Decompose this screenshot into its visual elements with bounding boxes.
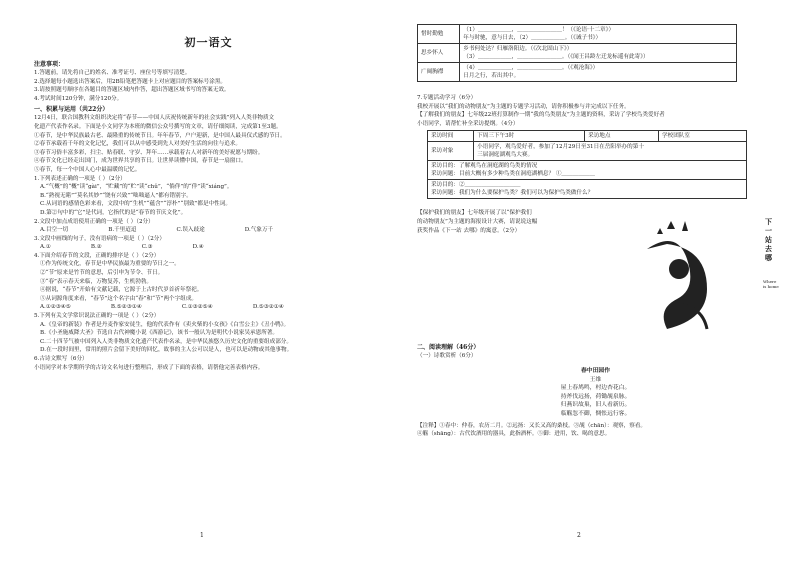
passage: [34, 114, 383, 174]
table-line[interactable]: （3）＿＿＿＿＿＿，＿＿＿＿＿＿＿＿。（《闻王昌龄左迁龙标遥有此寄》）: [463, 54, 649, 60]
poem-line: 临觞忽不御，惆怅远行客。: [560, 410, 631, 417]
task2-text-2: 的动物朋友”为主题的海报设计大赛，请说说这幅: [417, 218, 538, 225]
option[interactable]: B.《小圣施威降大圣》节选自古代神魔小说《西游记》，该书一般认为是明代小说家吴承恩所著。: [40, 330, 279, 337]
table-line[interactable]: 乡书何处达？归雁洛阳边。（《次北固山下》）: [463, 46, 573, 52]
option[interactable]: A.①: [40, 244, 51, 251]
page-right: [397, 0, 794, 561]
notice-heading: 注意事项：: [34, 61, 65, 68]
option[interactable]: B.⑤②③①④: [110, 304, 142, 311]
interview-place: 学校团队室: [659, 131, 747, 142]
question-3: 3.文段中画线的句子，没有语病的一项是（ ）（2分）: [34, 235, 165, 242]
q4-item: ⑤从词源角度来看，“春节”这个名字由“春”和“节”两个字组成。: [40, 295, 198, 302]
q7-heading: 7.专题活动学习（6分）: [417, 95, 477, 101]
question-1: 1.下列表述正确的一项是（ ）（2分）: [34, 175, 126, 182]
table-line[interactable]: （4）＿＿＿＿＿＿，＿＿＿＿＿＿＿＿。（《观沧海》）: [463, 65, 599, 71]
interview-object-label: 采访对象: [428, 142, 474, 161]
interview-time: 下周三下午3时: [474, 131, 585, 142]
poster-block: [417, 209, 779, 339]
task2-text-3: 获奖作品《下一站 去哪》的寓意。（2分）: [417, 227, 521, 234]
option[interactable]: C.①③②⑤④: [181, 304, 213, 311]
interview-table: [427, 130, 747, 199]
option[interactable]: A.目空一切: [40, 227, 69, 234]
poetry-table: [417, 24, 737, 82]
q4-item: ④据说，“春节”开始有文献记载，它源于上古时代岁首祈年祭祀。: [40, 287, 203, 294]
table-category: 广阔胸襟: [418, 63, 460, 82]
poem-note-2: ④觞（shāng）：古代饮酒用的器具，此指酒杯。⑤御：进用，饮、喝的意思。: [417, 431, 611, 438]
exam-title: 初一语文: [184, 36, 233, 49]
option[interactable]: A.“气概”的“概”读“gài”，“贮藏”的“贮”读“chǔ”，“倘佯”的“佯”读“xiáng”。: [40, 184, 233, 191]
option[interactable]: A.①②③④⑤: [40, 304, 71, 311]
option-row: [34, 226, 383, 235]
notice-item: 1.答题前，请先将自己的姓名、准考证号、座位号等填写清楚。: [34, 70, 191, 76]
section-1-heading: 一、积累与运用（共22分）: [34, 106, 109, 114]
passage-line: ④春节文化已经走出国门，成为世界共享的节日。让世界读懂中国，春节是一扇窗口。: [34, 158, 247, 165]
q4-item: ③“春”表示春天来临，万物复苏，生机勃勃。: [40, 278, 153, 285]
interview-purpose-2[interactable]: 采访目的：②＿＿＿＿＿＿＿＿＿＿: [431, 182, 521, 189]
table-line[interactable]: （1）＿＿＿＿＿＿，＿＿＿＿＿＿＿＿！（《论语·十二章》）: [463, 27, 615, 33]
option[interactable]: B.“熟视无睹”“莫名其妙”“饶有兴致”“咄咄逼人”都有错别字。: [40, 192, 192, 199]
option-row: [34, 243, 383, 252]
option[interactable]: D.气象万千: [244, 227, 274, 234]
q4-item: ①作为传统文化，春节是中华民族最为重要的节日之一。: [40, 261, 180, 268]
option[interactable]: D.在一段时间里，常用的照片会留下美好的回忆，故事的主人公可以是人，也可以是动物或其他事物。: [40, 347, 293, 354]
poem-line: 屋上春鸠鸣，村边杏花白。: [560, 385, 631, 392]
option[interactable]: B.千里迢迢: [108, 227, 137, 234]
interview-time-label: 采访时间: [428, 131, 474, 142]
poem-note: 【注释】①春中：仲春，农历二月。②远扬：又长又高的桑枝。③觇（chān）：观察，察看。: [417, 422, 647, 429]
table-line[interactable]: 年与时驰，意与日去，（2）＿＿＿＿＿＿。（《诫子书》）: [463, 35, 602, 41]
task1-text: 【了解我们的朋友】七年级22班打算制作一期“我的鸟类朋友”为主题的资料，采访了学校鸟类爱好者: [417, 112, 665, 119]
poem-lines: [417, 384, 774, 418]
poem-line: 归燕识故巢，旧人看新历。: [560, 402, 631, 409]
option[interactable]: C.误入歧途: [176, 227, 205, 234]
passage-line: ⑤春节，每一个中国人心中最温暖的记忆。: [34, 166, 141, 173]
interview-question-2: 采访问题：我们为什么要保护鸟类？我们可以为保护鸟类做什么？: [431, 190, 594, 197]
passage-line: 化遗产代表作名录。下面是小文同学为本班的微信公众号撰写的文章，请仔细阅读，完成第1至3题。: [34, 123, 282, 130]
poster-english: Where is home: [763, 279, 779, 290]
option[interactable]: D.④: [192, 244, 204, 251]
interview-question-1[interactable]: 采访问题：目前大概有多少种鸟类在洞庭湖栖息？ ①＿＿＿＿＿＿: [431, 171, 595, 178]
option-row: [34, 303, 383, 312]
table-category: 惜时勤勉: [418, 25, 460, 44]
option[interactable]: D.⑤③②①④: [252, 304, 284, 311]
option[interactable]: C.二十四节气被中国列入人类非物质文化遗产代表作名录，是中华民族悠久历史文化的重要组成部分。: [40, 338, 292, 345]
notice-list: [34, 69, 383, 103]
table-category: 思乡怀人: [418, 44, 460, 63]
interview-place-label: 采访地点: [585, 131, 659, 142]
task1-text-2: 小语同学，请帮忙补全采访提纲。（4分）: [417, 120, 519, 127]
q7-intro: 我校开展以“我们的动物朋友”为主题的专题学习活动，请你积极参与并完成以下任务。: [417, 103, 630, 110]
question-6-text: 小语同学对本学期所学的古诗文名句进行整理后，形成了下面的表格，请帮他完善表格内容。: [34, 364, 264, 371]
q4-item: ②“节”原来是竹节的意思，后引申为节令、节日。: [40, 270, 164, 277]
question-4: 4.下面介绍春节的文段，正确的排序是（ ）（2分）: [34, 252, 160, 259]
notice-item: 2.选择题每小题选出答案后，用2B铅笔把答题卡上对应题目的答案标号涂黑。: [34, 78, 227, 85]
option[interactable]: D.第②句中的“它”是代词，它指代的是“春节的节庆文化”。: [40, 209, 187, 216]
poster-image: [627, 209, 787, 339]
question-5: 5.下列有关文学常识说法正确的一项是（ ）（2分）: [34, 313, 160, 320]
option[interactable]: A.《皇帝的新装》作者是丹麦作家安徒生，他的代表作有《卖火柴的小女孩》《白雪公主》《丑小鸭》。: [40, 321, 290, 328]
passage-line: 12月4日，联合国教科文组织决定将“春节——中国人庆祝传统新年的社会实践”列入人类非物质文: [34, 115, 275, 122]
interview-object: 小语同学，观鸟爱好者，参加了12月29日至31日在岳阳举办的第十: [477, 144, 644, 151]
poem-title: 春中田园作: [581, 367, 610, 374]
section-2-heading: 二、阅读理解（46分）: [417, 344, 480, 352]
option[interactable]: C.从词语的感情色彩来看，文段中的“生机”“蕴含”“淳朴”“别致”都是中性词。: [40, 201, 231, 208]
passage-line: ③春节习俗丰富多彩，扫尘、贴春联、守岁、拜年……承载着古人对新年的美好祝愿与期盼。: [34, 149, 264, 156]
poem-line: 持斧伐远扬，荷锄觇泉脉。: [560, 393, 631, 400]
option[interactable]: B.②: [90, 244, 102, 251]
poem-author: 王维: [589, 376, 602, 383]
page-number: 1: [200, 532, 204, 539]
sub-section-heading: （一）诗歌赏析（6分）: [417, 353, 477, 360]
interview-purpose-1: 采访目的：了解观鸟在洞庭湖的鸟类的情况: [431, 163, 538, 170]
task2-text: 【保护我们的朋友】七年级开展了以“保护我们: [417, 210, 532, 217]
questions-left: [34, 175, 383, 373]
notice-item: 3.请按照题号顺序在各题目的答题区域内作答，超出答题区域书写的答案无效。: [34, 87, 230, 94]
passage-line: ②春节承载着千年的文化记忆，我们可以从中感受到先人对美好生活的向往与追求。: [34, 141, 241, 148]
interview-object-2: 三届洞庭湖观鸟大赛。: [477, 152, 534, 159]
question-2: 2.文段中加点成语使用正确的一项是（ ）（2分）: [34, 218, 154, 225]
table-line[interactable]: 日月之行，若出其中。: [463, 73, 520, 79]
notice-item: 4.考试时间120分钟，满分120分。: [34, 95, 123, 102]
option[interactable]: C.③: [141, 244, 153, 251]
question-6: 6.古诗文默写（6分）: [34, 356, 88, 362]
poster-title: 下一站 去哪: [765, 217, 772, 263]
passage-line: ①春节，是中华民族最古老、最隆重的传统节日。年年春节，户户迎新，是中国人最具仪式感的节日。: [34, 132, 286, 139]
page-number-2: 2: [577, 532, 581, 539]
